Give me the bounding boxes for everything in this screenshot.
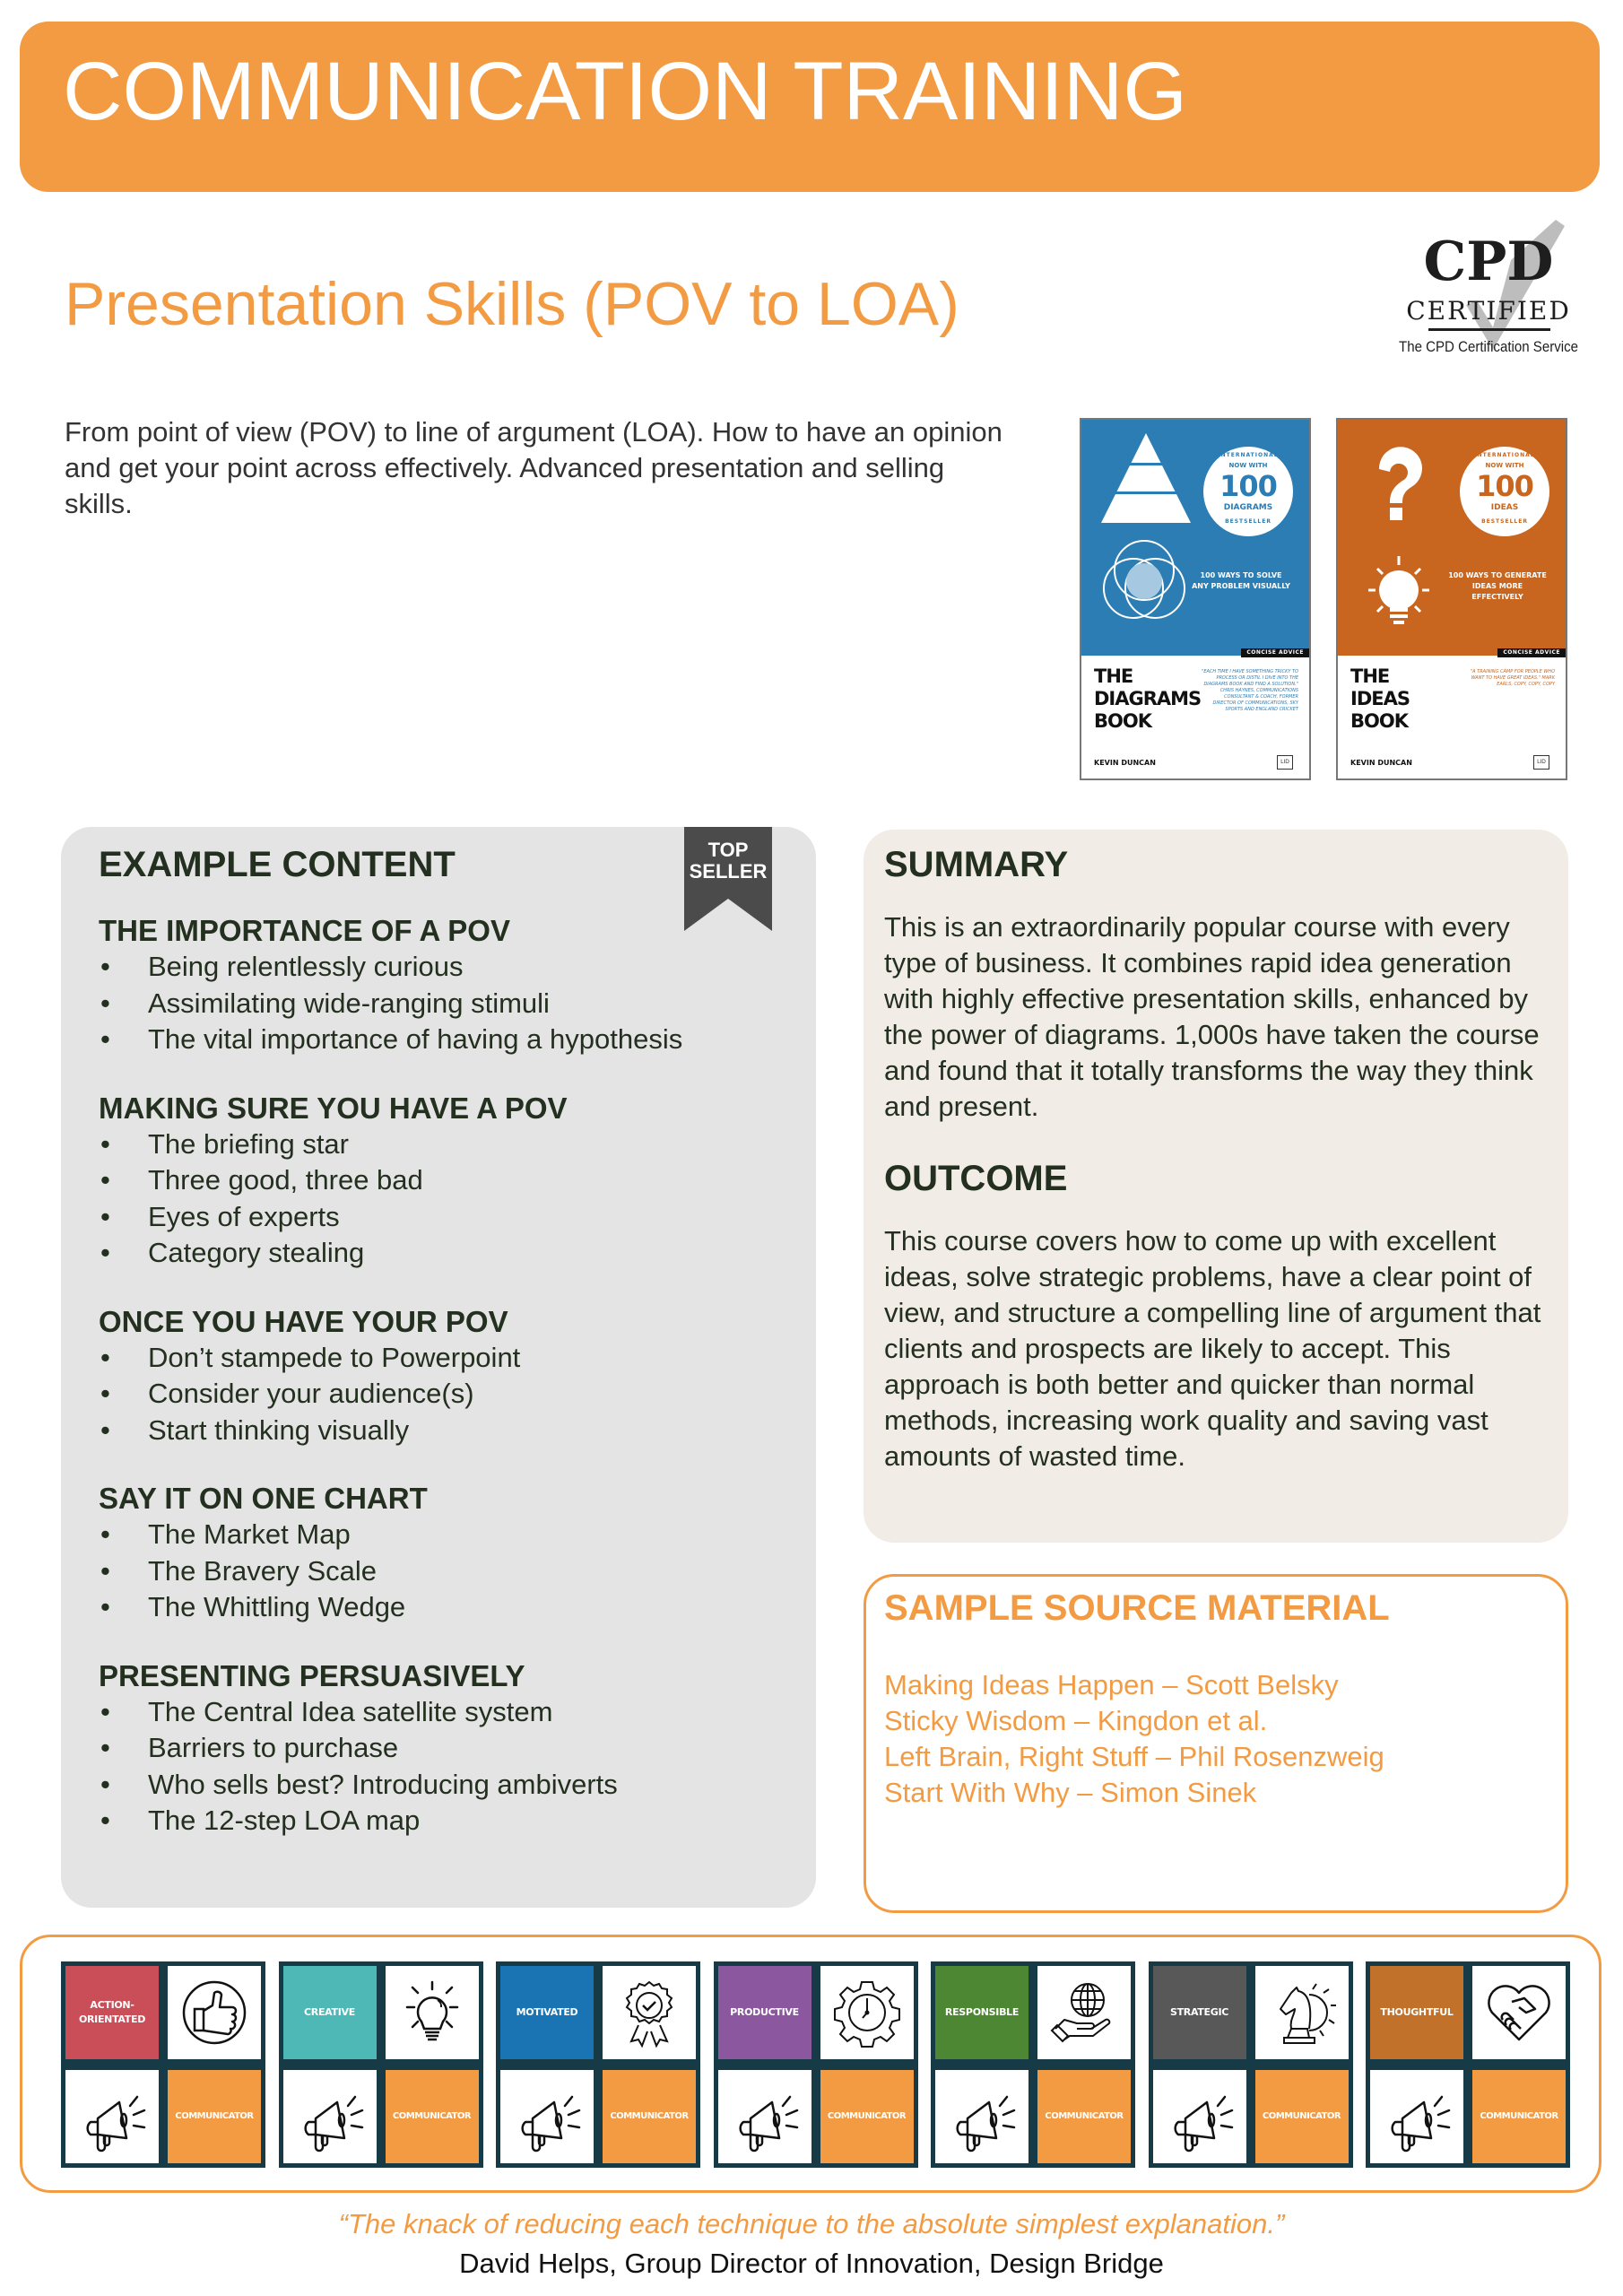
bullet-icon: • [100,1695,110,1727]
book-quote: "A TRAINING CAMP FOR PEOPLE WHO WANT TO HAVE GREAT IDEAS." MARK EARLS, COPY, COPY, COPY [1470,669,1555,687]
list-item-text: Don’t stampede to Powerpoint [148,1341,521,1373]
attribute-label-tile [283,1966,377,2059]
example-section-title: THE IMPORTANCE OF A POV [99,914,510,947]
badge-with: NOW WITH [1228,462,1268,469]
communicator-label: COMMUNICATOR [175,2111,254,2121]
bullet-icon: • [100,1732,110,1763]
example-content-heading: EXAMPLE CONTENT [99,845,456,884]
badge-unit: DIAGRAMS [1223,503,1273,512]
outcome-heading: OUTCOME [884,1159,1068,1198]
attribute-label-tile [65,1966,159,2059]
series-label: CONCISE ADVICE [1497,648,1566,657]
badge-ring-top: INTERNATIONAL [1218,452,1279,458]
badge-ring-bottom: BESTSELLER [1481,518,1528,525]
communicator-label: COMMUNICATOR [610,2111,689,2121]
list-item-text: Eyes of experts [148,1200,340,1232]
bullet-icon: • [100,1023,110,1055]
outcome-text: This course covers how to come up with excellent ideas, solve strategic problems, have a clear point of view, and structure a compelling line of argument that clients and prospects are likely to accept. This approach is both better and quicker than normal methods, increasing work quality and saving vast amounts of wasted time. [884,1225,1541,1472]
list-item [99,1376,673,1413]
bullet-icon: • [100,1127,110,1160]
bullet-icon: • [100,1164,110,1196]
attribute-label: RESPONSIBLE [944,2006,1020,2018]
list-item-text: The Market Map [148,1518,351,1550]
example-sections [99,913,683,1839]
source-item: Sticky Wisdom – Kingdon et al. [884,1705,1268,1736]
megaphone-icon [1370,2070,1463,2163]
list-item [99,1553,673,1590]
example-section-title: ONCE YOU HAVE YOUR POV [99,1304,508,1338]
list-item [99,1235,673,1272]
badge-ring-bottom: BESTSELLER [1225,518,1271,525]
gear-clock-icon [820,1966,914,2059]
list-item-text: The Whittling Wedge [148,1591,406,1622]
thumbs-up-icon [168,1966,261,2059]
book-title-line: IDEAS [1350,688,1410,709]
attribute-label-tile [935,1966,1028,2059]
book-title [1094,665,1202,733]
example-section-list [99,1694,673,1839]
attribute-tile-group [1366,1961,1570,2168]
communicator-label-tile [1255,2070,1349,2163]
bullet-icon: • [100,1341,110,1373]
top-seller-label [684,839,772,883]
summary-content [884,847,1548,1474]
book-author: KEVIN DUNCAN [1350,759,1412,767]
megaphone-icon [283,2070,377,2163]
source-item: Left Brain, Right Stuff – Phil Rosenzweig [884,1741,1384,1772]
example-section-title: SAY IT ON ONE CHART [99,1482,428,1515]
award-ribbon-icon [603,1966,696,2059]
list-item [99,1413,673,1449]
example-section [99,1091,673,1272]
megaphone-icon [1153,2070,1246,2163]
communicator-label: COMMUNICATOR [827,2111,907,2121]
book-title [1350,665,1451,733]
top-seller-label-line: SELLER [689,860,768,883]
series-label: CONCISE ADVICE [1241,648,1309,657]
testimonial-attribution: David Helps, Group Director of Innovation, Design Bridge [459,2248,1164,2279]
bullet-icon: • [100,1805,110,1836]
source-material-heading: SAMPLE SOURCE MATERIAL [884,1588,1390,1628]
list-item [99,1022,683,1058]
list-item-text: Assimilating wide-ranging stimuli [148,987,550,1019]
book-title-line: THE [1094,665,1133,687]
list-item [99,949,673,986]
example-section-title: MAKING SURE YOU HAVE A POV [99,1091,568,1125]
list-item [99,1767,673,1804]
badge-unit: IDEAS [1490,503,1519,512]
list-item-text: Three good, three bad [148,1164,423,1196]
bullet-icon: • [100,1554,110,1587]
list-item [99,1694,673,1731]
cpd-certified-logo [1376,215,1601,395]
attribute-label: THOUGHTFUL [1380,2006,1454,2018]
badge-number: 100 [1219,469,1277,503]
attribute-tile-group [931,1961,1135,2168]
attribute-tile-group [61,1961,265,2168]
cpd-logo-org: The CPD Certification Service [1399,338,1578,355]
communicator-label: COMMUNICATOR [1045,2111,1124,2121]
course-title: Presentation Skills (POV to LOA) [65,270,959,338]
book-cover-ideas [1336,418,1567,780]
list-item [99,1730,673,1767]
list-item-text: The 12-step LOA map [148,1805,421,1836]
badge-with: NOW WITH [1485,462,1524,469]
bullet-icon: • [100,1413,110,1446]
book-tagline: 100 WAYS TO GENERATE IDEAS MORE EFFECTIVELY [1448,571,1547,601]
communicator-label-tile [820,2070,914,2163]
example-section [99,1304,673,1449]
list-item [99,1517,673,1553]
cpd-logo-word: CERTIFIED [1406,296,1571,326]
source-item: Start With Why – Simon Sinek [884,1777,1257,1808]
megaphone-icon [718,2070,812,2163]
book-quote: "EACH TIME I HAVE SOMETHING TRICKY TO PROCESS OR DISTIL I DIVE INTO THE DIAGRAMS BOOK AND FIND A SOLUTION." CHRIS HAYNES, COMMUNICATIONS CONSULTANT & COACH, FORMER DIRECTOR OF COMMUNICATIONS, SKY SPORTS AND ENGLAND CRICKET [1202,669,1298,712]
bullet-icon: • [100,1518,110,1550]
example-section-list [99,949,683,1058]
book-title-line: THE [1350,665,1390,687]
communicator-label: COMMUNICATOR [1480,2111,1558,2121]
attribute-label-tile [1153,1966,1246,2059]
summary-text: This is an extraordinarily popular course with every type of business. It combines rapid idea generation with highly effective presentation skills, enhanced by the power of diagrams. 1,000s have taken the course and found that it totally transforms the way they think and present. [884,911,1540,1122]
attribute-label: MOTIVATED [516,2006,578,2018]
heart-handshake-icon [1472,1966,1566,2059]
cpd-logo-rule [1428,328,1550,331]
example-section [99,1481,673,1626]
example-section [99,1658,673,1839]
communicator-label-tile [386,2070,479,2163]
publisher-logo: LID [1277,755,1293,770]
megaphone-icon [500,2070,594,2163]
source-material-content [884,1590,1548,1811]
attribute-label-tile [718,1966,812,2059]
list-item [99,1126,673,1163]
book-title-line: BOOK [1094,710,1151,732]
badge-number: 100 [1476,469,1533,503]
attribute-label: CREATIVE [304,2006,355,2018]
list-item [99,1162,673,1199]
bullet-icon: • [100,987,110,1019]
bullet-icon: • [100,951,110,982]
attribute-label-tile [500,1966,594,2059]
source-item: Making Ideas Happen – Scott Belsky [884,1669,1339,1700]
lightbulb-icon [386,1966,479,2059]
cpd-logo-mark: CPD [1423,230,1554,293]
course-intro: From point of view (POV) to line of argument (LOA). How to have an opinion and get your point across effectively. Advanced presentation and selling skills. [65,416,1002,519]
bullet-icon: • [100,1237,110,1268]
list-item [99,1589,673,1626]
book-title-line: DIAGRAMS [1094,688,1202,709]
example-section-list [99,1517,673,1626]
list-item-text: Who sells best? Introducing ambiverts [148,1768,618,1800]
communicator-label: COMMUNICATOR [1262,2111,1341,2121]
testimonial-quote: “The knack of reducing each technique to the absolute simplest explanation.” [338,2208,1285,2239]
list-item-text: Barriers to purchase [148,1732,399,1763]
book-title-line: BOOK [1350,710,1408,732]
top-seller-label-line: TOP [707,839,749,861]
list-item [99,1340,673,1377]
list-item-text: The briefing star [148,1127,349,1160]
list-item [99,1199,673,1236]
attribute-label-tile [1370,1966,1463,2059]
bestseller-badge [1203,447,1293,536]
megaphone-icon [65,2070,159,2163]
attribute-tile-group [279,1961,483,2168]
book-tagline: 100 WAYS TO SOLVE ANY PROBLEM VISUALLY [1192,571,1290,590]
bullet-icon: • [100,1591,110,1622]
attribute-label: STRATEGIC [1169,2006,1229,2018]
attribute-tile-group [714,1961,918,2168]
megaphone-icon [935,2070,1028,2163]
communicator-label: COMMUNICATOR [392,2111,472,2121]
list-item [99,1803,673,1839]
list-item-text: The Bravery Scale [148,1554,377,1587]
list-item [99,986,673,1022]
summary-heading: SUMMARY [884,845,1069,884]
list-item-text: Category stealing [148,1237,365,1268]
source-material-list [884,1667,1548,1811]
example-section-list [99,1126,673,1272]
list-item-text: Being relentlessly curious [148,951,464,982]
communicator-label-tile [1037,2070,1131,2163]
example-content [99,845,683,1839]
bullet-icon: • [100,1378,110,1409]
book-author: KEVIN DUNCAN [1094,759,1156,767]
communicator-label-tile [603,2070,696,2163]
badge-ring-top: INTERNATIONAL [1474,452,1535,458]
bullet-icon: • [100,1768,110,1800]
list-item-text: Start thinking visually [148,1413,410,1446]
example-section [99,913,683,1058]
publisher-logo: LID [1533,755,1549,770]
bullet-icon: • [100,1200,110,1232]
example-section-title: PRESENTING PERSUASIVELY [99,1658,525,1692]
communicator-label-tile [168,2070,261,2163]
example-section-list [99,1340,673,1449]
book-cover-diagrams [1080,418,1311,780]
list-item-text: The Central Idea satellite system [148,1695,553,1727]
bestseller-badge [1460,447,1549,536]
chess-knight-gear-icon [1255,1966,1349,2059]
communicator-label-tile [1472,2070,1566,2163]
list-item-text: Consider your audience(s) [148,1378,474,1409]
attribute-label: PRODUCTIVE [730,2006,799,2018]
page-title: COMMUNICATION TRAINING [63,46,1187,137]
attribute-label: ACTION-ORIENTATED [78,1999,146,2025]
attribute-tile-group [496,1961,700,2168]
attribute-tile-group [1149,1961,1353,2168]
globe-in-hand-icon [1037,1966,1131,2059]
list-item-text: The vital importance of having a hypothesis [148,1023,683,1055]
